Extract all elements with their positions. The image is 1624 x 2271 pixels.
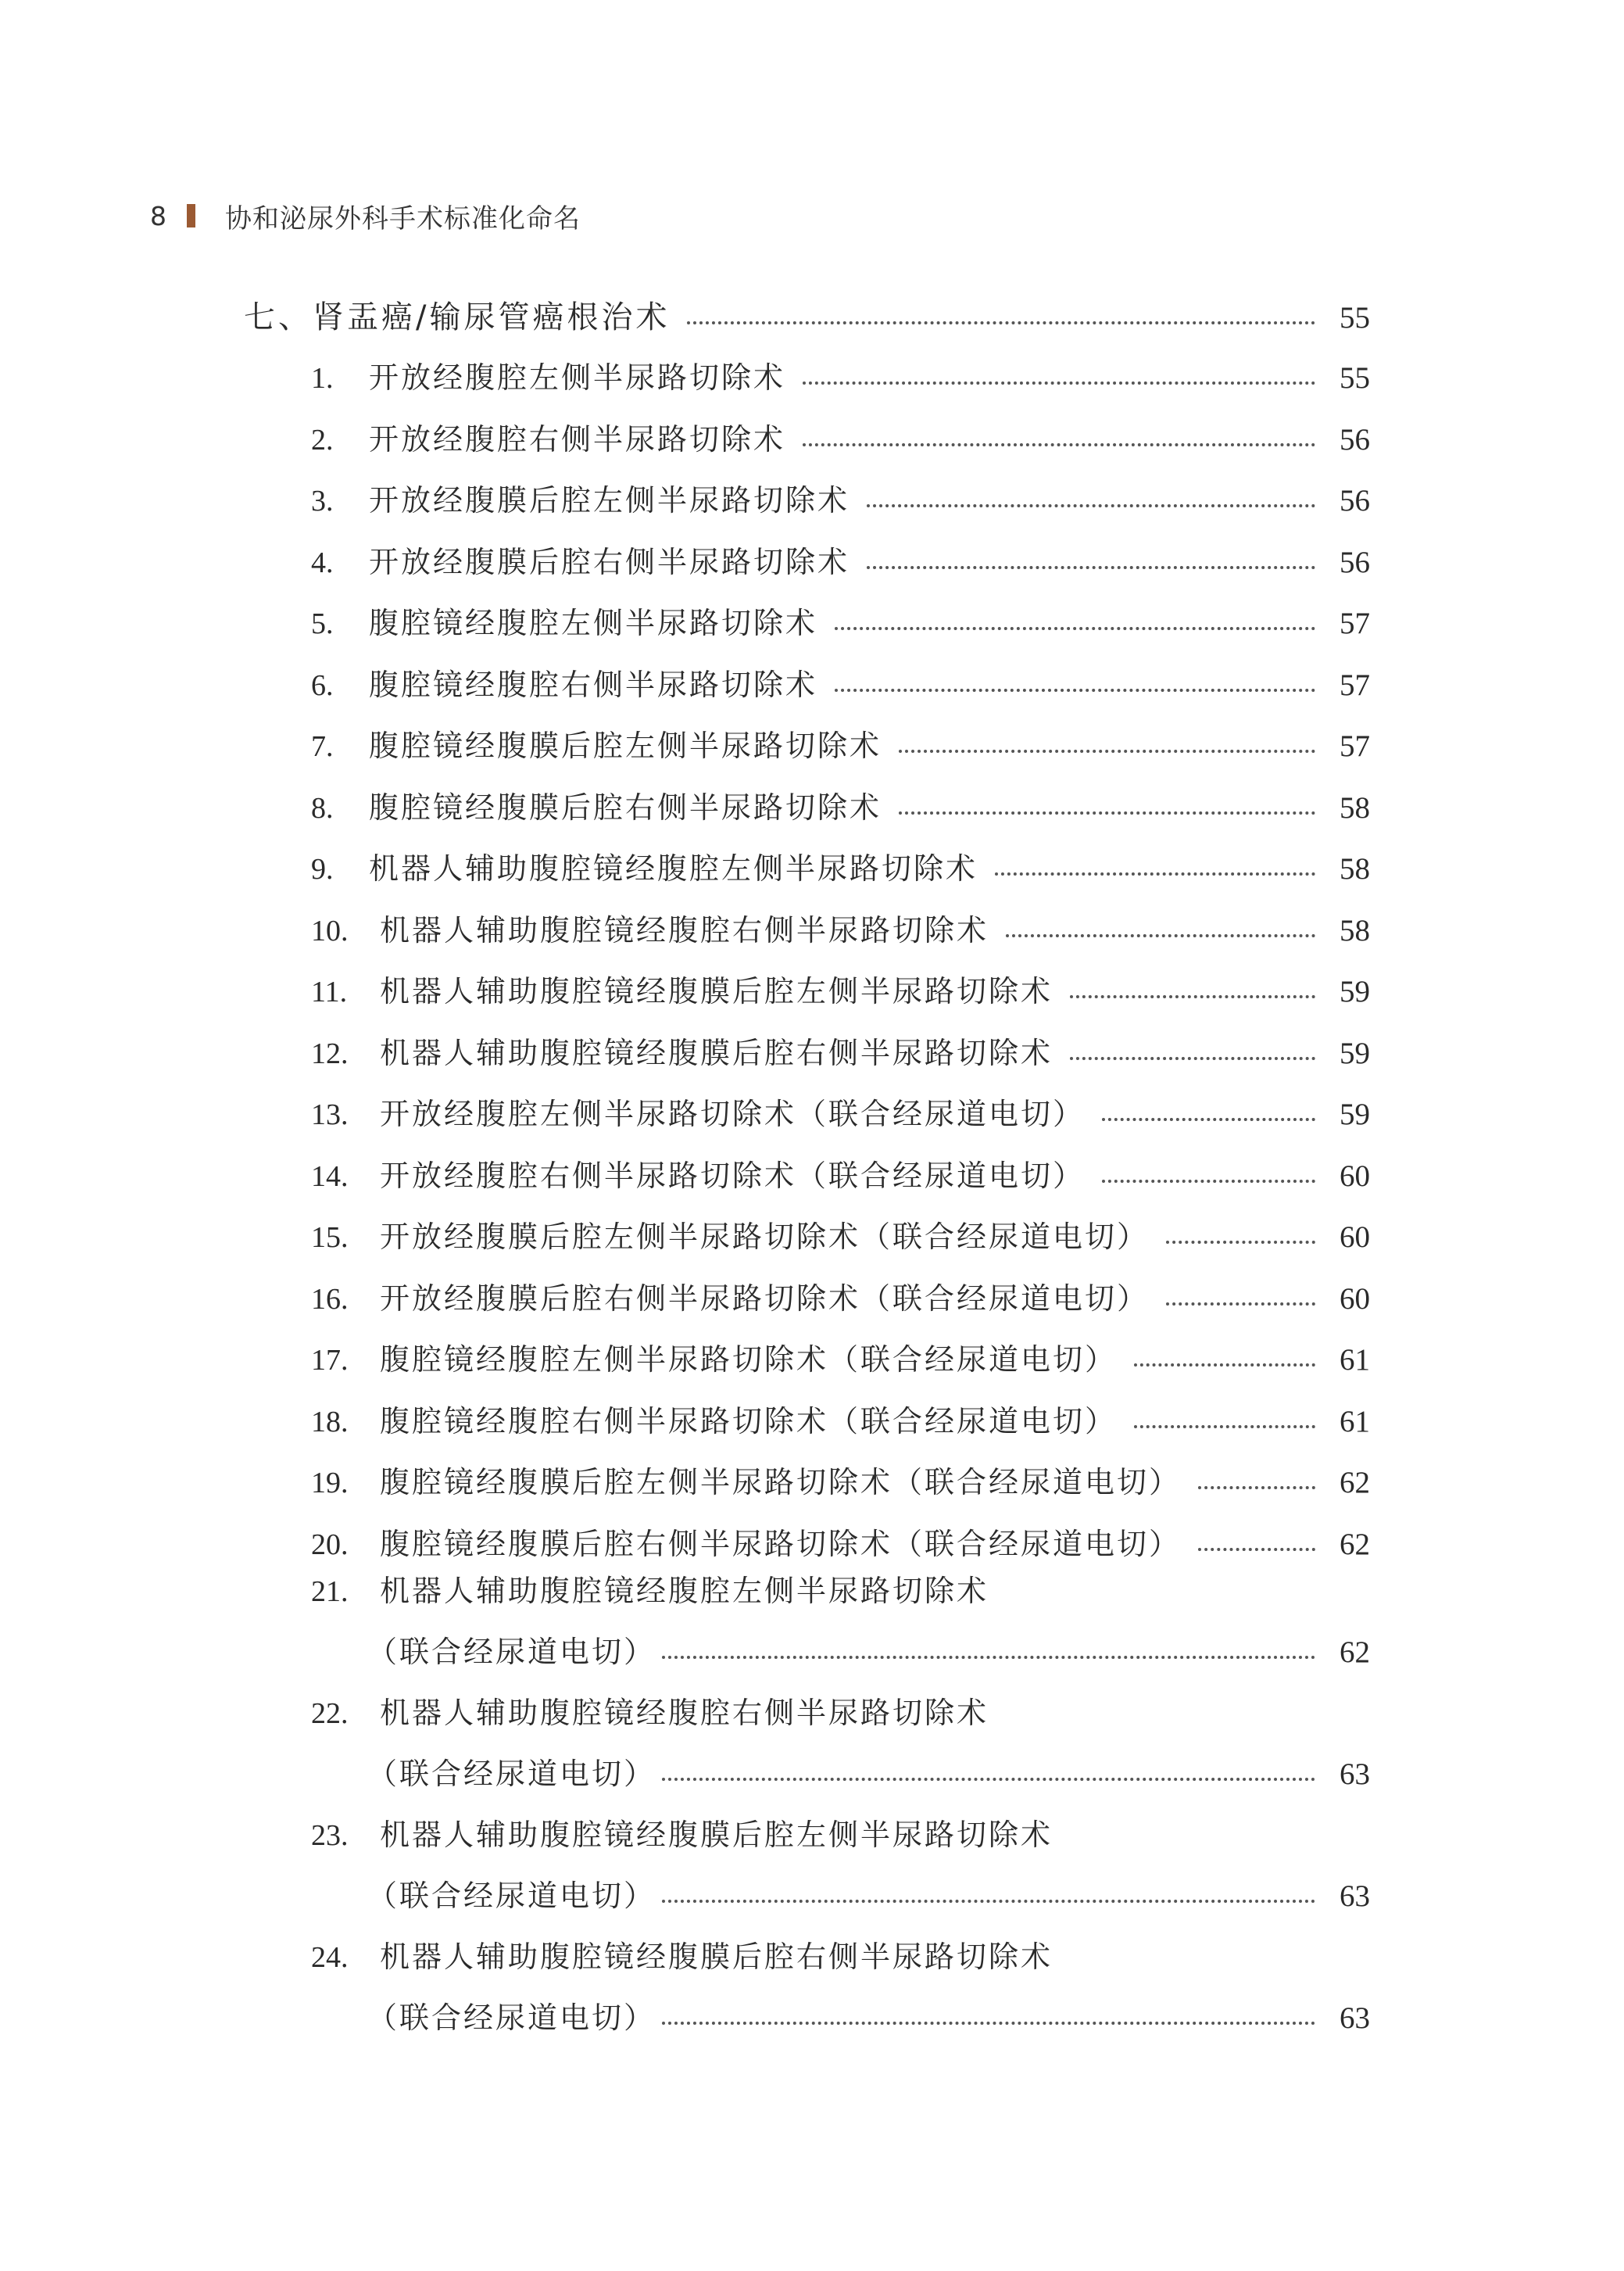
toc-entry[interactable] [311, 1099, 1370, 1130]
dot-leader [867, 504, 1315, 507]
dot-leader [835, 627, 1315, 630]
section-title: 七、肾盂癌/输尿管癌根治术 [244, 299, 671, 335]
entry-number: 12. [311, 1037, 349, 1070]
dot-leader [995, 872, 1315, 876]
entry-title: 机器人辅助腹腔镜经腹膜后腔右侧半尿路切除术 [380, 1035, 1053, 1070]
toc-entry[interactable] [311, 912, 1370, 947]
entry-page-number: 59 [1340, 1098, 1370, 1131]
entry-number: 19. [311, 1467, 349, 1499]
entry-number: 16. [311, 1282, 349, 1316]
entry-title: 腹腔镜经腹膜后腔右侧半尿路切除术 [369, 790, 882, 825]
entry-title: 腹腔镜经腹腔左侧半尿路切除术（联合经尿道电切） [380, 1342, 1118, 1377]
toc-entry[interactable] [311, 485, 1370, 516]
entry-number: 2. [311, 423, 334, 457]
dot-leader [1198, 1548, 1315, 1551]
dot-leader [899, 811, 1315, 815]
toc-entry[interactable] [311, 731, 1370, 761]
entry-page-number: 56 [1340, 422, 1370, 457]
dot-leader [662, 2022, 1315, 2025]
entry-number: 4. [311, 546, 334, 579]
entry-title: 机器人辅助腹腔镜经腹腔左侧半尿路切除术 [380, 1574, 989, 1608]
dot-leader [1006, 934, 1315, 937]
header-marker [187, 204, 195, 227]
toc-entry[interactable] [311, 1576, 989, 1607]
toc-entry[interactable] [311, 1158, 1370, 1193]
dot-leader [803, 381, 1315, 385]
page-number: 8 [150, 200, 166, 231]
toc-entry[interactable] [311, 421, 1370, 457]
entry-number: 22. [311, 1697, 349, 1730]
dot-leader [662, 1656, 1315, 1659]
entry-title: 机器人辅助腹腔镜经腹腔右侧半尿路切除术 [380, 912, 989, 947]
entry-title: 开放经腹膜后腔左侧半尿路切除术 [369, 483, 850, 518]
entry-title: 开放经腹膜后腔左侧半尿路切除术（联合经尿道电切） [380, 1220, 1150, 1254]
entry-page-number: 57 [1340, 729, 1370, 763]
entry-page-number: 55 [1340, 361, 1370, 395]
entry-number: 5. [311, 607, 334, 640]
section-page-number: 55 [1340, 301, 1370, 335]
dot-leader [1166, 1302, 1315, 1306]
entry-number: 11. [311, 976, 348, 1008]
toc-entry[interactable] [311, 1342, 1370, 1377]
entry-page-number: 62 [1340, 1466, 1370, 1499]
entry-title: 开放经腹腔左侧半尿路切除术（联合经尿道电切） [380, 1097, 1086, 1131]
entry-number: 24. [311, 1941, 349, 1974]
entry-page-number: 58 [1340, 913, 1370, 947]
dot-leader [1102, 1118, 1315, 1121]
entry-title: 机器人辅助腹腔镜经腹膜后腔左侧半尿路切除术 [380, 974, 1053, 1008]
dot-leader [687, 321, 1315, 324]
entry-page-number: 57 [1340, 668, 1370, 702]
entry-number: 17. [311, 1344, 349, 1377]
book-title: 协和泌尿外科手术标准化命名 [225, 202, 581, 235]
entry-number: 7. [311, 730, 334, 763]
entry-title-continuation: （联合经尿道电切） [367, 1757, 656, 1791]
entry-number: 8. [311, 791, 334, 825]
entry-title: 腹腔镜经腹膜后腔左侧半尿路切除术（联合经尿道电切） [380, 1465, 1182, 1499]
entry-page-number: 61 [1340, 1404, 1370, 1438]
entry-page-number: 60 [1340, 1220, 1370, 1254]
toc-entry[interactable] [311, 1403, 1370, 1438]
dot-leader [1166, 1241, 1315, 1244]
entry-number: 23. [311, 1819, 349, 1852]
entry-title: 开放经腹腔左侧半尿路切除术 [369, 360, 786, 395]
entry-title: 机器人辅助腹腔镜经腹腔左侧半尿路切除术 [369, 851, 978, 886]
toc-entry-continuation[interactable] [367, 1881, 1370, 1911]
entry-page-number: 57 [1340, 607, 1370, 640]
dot-leader [662, 1778, 1315, 1781]
toc-entry[interactable] [311, 1698, 989, 1728]
dot-leader [803, 443, 1315, 446]
entry-title: 机器人辅助腹腔镜经腹膜后腔右侧半尿路切除术 [380, 1940, 1053, 1974]
entry-number: 9. [311, 853, 334, 886]
toc-entry[interactable] [311, 851, 1370, 886]
dot-leader [1070, 995, 1315, 998]
entry-title: 腹腔镜经腹膜后腔左侧半尿路切除术 [369, 729, 882, 763]
toc-entry[interactable] [311, 1820, 1053, 1850]
toc-entry[interactable] [311, 976, 1370, 1007]
toc-entry[interactable] [311, 608, 1370, 639]
entry-title: 腹腔镜经腹腔左侧半尿路切除术 [369, 606, 818, 640]
running-header [150, 194, 581, 238]
entry-number: 18. [311, 1405, 349, 1438]
entry-number: 20. [311, 1528, 349, 1561]
entry-page-number: 63 [1340, 1757, 1370, 1791]
toc-entry[interactable] [311, 1281, 1370, 1316]
toc-entry-continuation[interactable] [367, 1637, 1370, 1667]
dot-leader [1102, 1180, 1315, 1183]
entry-title-continuation: （联合经尿道电切） [367, 1879, 656, 1913]
entry-number: 21. [311, 1575, 349, 1608]
entry-page-number: 58 [1340, 852, 1370, 886]
entry-page-number: 62 [1340, 1635, 1370, 1669]
entry-number: 10. [311, 914, 349, 947]
entry-title: 腹腔镜经腹膜后腔右侧半尿路切除术（联合经尿道电切） [380, 1526, 1182, 1561]
entry-title: 机器人辅助腹腔镜经腹腔右侧半尿路切除术 [380, 1696, 989, 1730]
toc-entry[interactable] [311, 1035, 1370, 1070]
entry-page-number: 60 [1340, 1281, 1370, 1316]
entry-number: 13. [311, 1098, 349, 1131]
entry-number: 6. [311, 668, 334, 702]
toc-entry[interactable] [311, 1222, 1370, 1252]
entry-title: 机器人辅助腹腔镜经腹膜后腔左侧半尿路切除术 [380, 1818, 1053, 1852]
toc-entry[interactable] [311, 667, 1370, 702]
toc-entry[interactable] [311, 790, 1370, 825]
entry-title: 开放经腹腔右侧半尿路切除术 [369, 421, 786, 457]
dot-leader [1070, 1057, 1315, 1060]
entry-title: 腹腔镜经腹腔右侧半尿路切除术 [369, 667, 818, 702]
dot-leader [1134, 1363, 1315, 1367]
entry-number: 3. [311, 485, 334, 518]
toc-entry[interactable] [311, 1526, 1370, 1561]
toc-entry[interactable] [311, 544, 1370, 579]
entry-page-number: 58 [1340, 790, 1370, 825]
entry-number: 1. [311, 362, 334, 395]
entry-title: 腹腔镜经腹腔右侧半尿路切除术（联合经尿道电切） [380, 1403, 1118, 1438]
entry-page-number: 56 [1340, 545, 1370, 579]
entry-title-continuation: （联合经尿道电切） [367, 2001, 656, 2035]
toc-entry[interactable] [311, 1467, 1370, 1498]
dot-leader [899, 750, 1315, 753]
toc-entry[interactable] [311, 1942, 1053, 1972]
entry-title: 开放经腹膜后腔右侧半尿路切除术 [369, 544, 850, 579]
toc-entry[interactable] [311, 360, 1370, 395]
entry-page-number: 63 [1340, 1879, 1370, 1913]
dot-leader [835, 689, 1315, 692]
entry-number: 15. [311, 1221, 349, 1254]
entry-page-number: 63 [1340, 2001, 1370, 2035]
entry-page-number: 56 [1340, 484, 1370, 518]
entry-page-number: 59 [1340, 975, 1370, 1008]
dot-leader [662, 1900, 1315, 1903]
dot-leader [1198, 1486, 1315, 1489]
entry-page-number: 61 [1340, 1343, 1370, 1377]
dot-leader [1134, 1425, 1315, 1428]
entry-number: 14. [311, 1159, 349, 1193]
toc-entry-continuation[interactable] [367, 1759, 1370, 1789]
entry-title-continuation: （联合经尿道电切） [367, 1635, 656, 1669]
dot-leader [867, 566, 1315, 569]
entry-title: 开放经腹膜后腔右侧半尿路切除术（联合经尿道电切） [380, 1281, 1150, 1316]
toc-entry-continuation[interactable] [367, 2003, 1370, 2033]
entry-page-number: 60 [1340, 1159, 1370, 1193]
entry-page-number: 62 [1340, 1527, 1370, 1561]
entry-title: 开放经腹腔右侧半尿路切除术（联合经尿道电切） [380, 1158, 1086, 1193]
entry-page-number: 59 [1340, 1036, 1370, 1070]
toc-section-heading[interactable] [244, 299, 1370, 335]
